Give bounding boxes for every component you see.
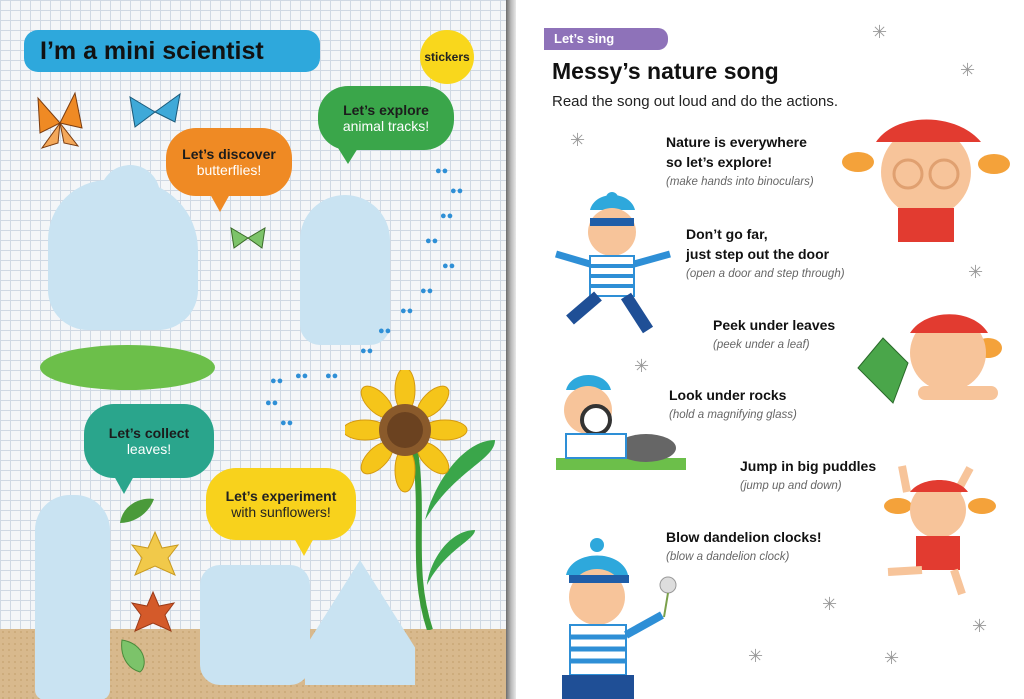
dandelion-seed-icon: ✳ — [822, 594, 838, 614]
animal-tracks: ●● ●● ●● ●● ●● ●● ●● ●● ●● ●● ●● ●● ●● ●● — [265, 165, 464, 429]
bubble-discover — [166, 128, 292, 196]
verse-4-line1: Look under rocks — [669, 387, 787, 403]
grass-patch — [40, 345, 215, 390]
leaf-green-icon — [118, 495, 156, 525]
verse-4 — [669, 385, 797, 421]
bubble-discover-line1: Let’s discover — [182, 146, 276, 162]
page-title: I’m a mini scientist — [24, 30, 320, 72]
leaf-maple-yellow-icon — [130, 530, 180, 580]
dandelion-seed-icon: ✳ — [960, 60, 976, 80]
verse-3-line1: Peek under leaves — [713, 317, 836, 333]
bubble-explore — [318, 86, 454, 150]
boy-blowing-dandelion-illustration — [552, 535, 702, 699]
dandelion-seed-icon: ✳ — [972, 616, 988, 636]
dandelion-seed-icon: ✳ — [884, 648, 900, 668]
girl-jumping-illustration — [862, 462, 1002, 602]
dandelion-seed-icon: ✳ — [968, 262, 984, 282]
verse-4-action: (hold a magnifying glass) — [669, 409, 797, 421]
leaf-light-green-icon — [118, 638, 150, 674]
bubble-experiment-line1: Let’s experiment — [225, 488, 337, 504]
sticker-silhouette-child-left — [35, 495, 110, 699]
sticker-silhouette-box — [200, 565, 310, 685]
bubble-tail — [210, 194, 230, 212]
bubble-explore-line2: animal tracks! — [342, 118, 430, 134]
verse-1-action: (make hands into binoculars) — [666, 176, 814, 188]
boy-stepping-illustration — [550, 190, 675, 340]
verse-2-line2: just step out the door — [686, 246, 830, 262]
verse-3 — [713, 315, 835, 351]
bubble-explore-line1: Let’s explore — [343, 102, 429, 118]
stickers-badge[interactable]: stickers — [420, 30, 474, 84]
leaf-maple-red-icon — [130, 590, 176, 636]
sunflower-illustration — [345, 370, 505, 630]
book-gutter — [506, 0, 516, 699]
song-title: Messy’s nature song — [552, 58, 779, 84]
bubble-experiment — [206, 468, 356, 540]
girl-peeking-illustration — [848, 308, 1008, 408]
bubble-collect — [84, 404, 214, 478]
lets-sing-tag: Let’s sing — [544, 28, 668, 50]
bubble-collect-line1: Let’s collect — [108, 425, 190, 441]
verse-3-action: (peek under a leaf) — [713, 339, 810, 351]
bubble-collect-line2: leaves! — [126, 441, 172, 457]
dandelion-seed-icon: ✳ — [748, 646, 764, 666]
verse-5-action: (jump up and down) — [740, 480, 842, 492]
left-page — [0, 0, 506, 699]
verse-2-line1: Don’t go far, — [686, 226, 768, 242]
bubble-experiment-line2: with sunflowers! — [231, 504, 331, 520]
bubble-tail — [294, 538, 314, 556]
song-intro: Read the song out loud and do the actions. — [552, 93, 839, 110]
dandelion-seed-icon: ✳ — [634, 356, 650, 376]
bubble-discover-line2: butterflies! — [196, 162, 262, 178]
verse-6-action: (blow a dandelion clock) — [666, 551, 790, 563]
verse-5 — [740, 456, 876, 492]
sticker-silhouette-bear-head — [100, 165, 160, 205]
boy-magnifying-glass-illustration — [556, 370, 686, 475]
butterfly-orange-icon — [30, 88, 90, 158]
verse-2 — [686, 224, 845, 280]
dandelion-seed-icon: ✳ — [872, 22, 888, 42]
verse-1 — [666, 132, 814, 188]
dandelion-seed-icon: ✳ — [570, 130, 586, 150]
verse-1-line1: Nature is everywhere — [666, 134, 807, 150]
verse-2-action: (open a door and step through) — [686, 268, 845, 280]
verse-6-line1: Blow dandelion clocks! — [666, 529, 822, 545]
bubble-tail — [114, 476, 134, 494]
bubble-tail — [338, 148, 358, 164]
girl-binoculars-illustration — [836, 112, 1016, 242]
verse-1-line2: so let’s explore! — [666, 154, 773, 170]
verse-5-line1: Jump in big puddles — [740, 458, 877, 474]
butterfly-blue-icon — [125, 92, 185, 132]
